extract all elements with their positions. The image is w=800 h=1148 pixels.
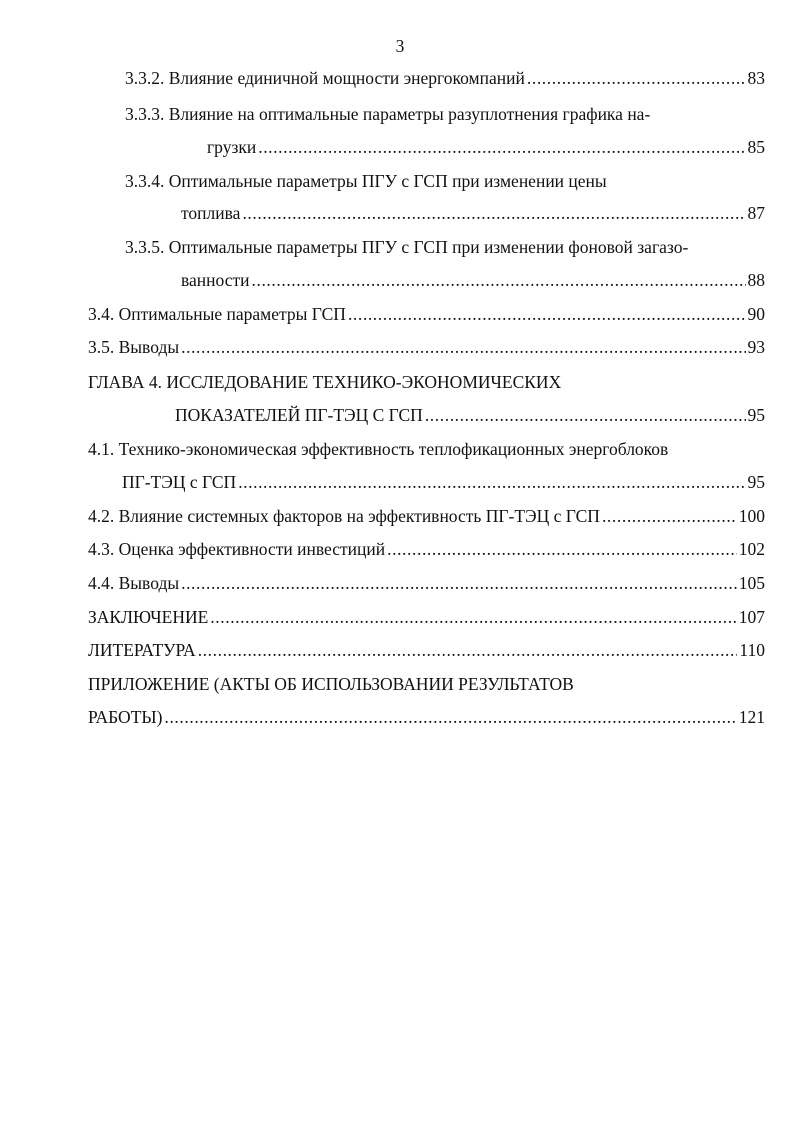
toc-entry-3-3-5[interactable]	[181, 270, 765, 290]
toc-entry-4-4[interactable]	[88, 573, 765, 593]
dot-leader	[258, 137, 745, 157]
toc-entry-page: 100	[738, 506, 765, 526]
toc-entry-3-3-3[interactable]	[207, 137, 765, 157]
toc-entry-title: 4.4. Выводы	[88, 573, 180, 593]
dot-leader	[348, 304, 746, 324]
toc-entry-page: 110	[739, 640, 765, 660]
toc-entry-title-cont: РАБОТЫ)	[88, 707, 163, 727]
toc-entry-page: 87	[747, 203, 765, 223]
toc-chapter-4-line1[interactable]: ГЛАВА 4. ИССЛЕДОВАНИЕ ТЕХНИКО-ЭКОНОМИЧЕСКИХ	[88, 372, 562, 392]
toc-conclusion[interactable]	[88, 607, 765, 627]
toc-entry-page: 105	[738, 573, 765, 593]
dot-leader	[527, 68, 746, 88]
toc-entry-4-3[interactable]	[88, 539, 765, 559]
dot-leader	[387, 539, 737, 559]
toc-entry-title-cont: ванности	[181, 270, 250, 290]
toc-entry-page: 102	[738, 539, 765, 559]
toc-entry-page: 95	[747, 405, 765, 425]
toc-entry-title-cont: грузки	[207, 137, 257, 157]
toc-entry-page: 90	[747, 304, 765, 324]
toc-entry-title-cont: ПОКАЗАТЕЛЕЙ ПГ-ТЭЦ С ГСП	[175, 405, 423, 425]
toc-entry-3-3-4-line1[interactable]: 3.3.4. Оптимальные параметры ПГУ с ГСП при изменении цены	[125, 171, 607, 191]
toc-appendix[interactable]	[88, 707, 765, 727]
toc-chapter-4[interactable]	[175, 405, 765, 425]
dot-leader	[181, 337, 745, 357]
toc-entry-title: ЗАКЛЮЧЕНИЕ	[88, 607, 209, 627]
toc-entry-title: 3.5. Выводы	[88, 337, 180, 357]
toc-entry-title: 3.4. Оптимальные параметры ГСП	[88, 304, 346, 324]
toc-entry-page: 88	[747, 270, 765, 290]
toc-entry-3-3-4[interactable]	[181, 203, 765, 223]
toc-entry-3-3-2[interactable]	[125, 68, 765, 88]
dot-leader	[602, 506, 737, 526]
toc-entry-4-1[interactable]	[122, 472, 765, 492]
toc-entry-page: 93	[747, 337, 765, 357]
toc-entry-page: 107	[738, 607, 765, 627]
toc-entry-title-cont: топлива	[181, 203, 241, 223]
toc-entry-title: 4.3. Оценка эффективности инвестиций	[88, 539, 386, 559]
dot-leader	[238, 472, 745, 492]
dot-leader	[425, 405, 746, 425]
toc-entry-page: 121	[738, 707, 765, 727]
page-number: 3	[395, 36, 405, 56]
toc-entry-title-cont: ПГ-ТЭЦ с ГСП	[122, 472, 237, 492]
dot-leader	[242, 203, 745, 223]
toc-entry-title: 4.2. Влияние системных факторов на эффективность ПГ-ТЭЦ с ГСП	[88, 506, 600, 526]
dot-leader	[210, 607, 736, 627]
toc-entry-3-3-3-line1[interactable]: 3.3.3. Влияние на оптимальные параметры разуплотнения графика на-	[125, 104, 651, 124]
toc-literature[interactable]	[88, 640, 765, 660]
toc-entry-page: 83	[747, 68, 765, 88]
toc-entry-title: 3.3.2. Влияние единичной мощности энергокомпаний	[125, 68, 525, 88]
toc-entry-title: ЛИТЕРАТУРА	[88, 640, 196, 660]
toc-entry-3-3-5-line1[interactable]: 3.3.5. Оптимальные параметры ПГУ с ГСП при изменении фоновой загазо-	[125, 237, 689, 257]
toc-entry-4-1-line1[interactable]: 4.1. Технико-экономическая эффективность теплофикационных энергоблоков	[88, 439, 669, 459]
dot-leader	[164, 707, 736, 727]
toc-entry-page: 95	[747, 472, 765, 492]
toc-entry-4-2[interactable]	[88, 506, 765, 526]
dot-leader	[181, 573, 737, 593]
dot-leader	[198, 640, 738, 660]
toc-entry-page: 85	[747, 137, 765, 157]
toc-appendix-line1[interactable]: ПРИЛОЖЕНИЕ (АКТЫ ОБ ИСПОЛЬЗОВАНИИ РЕЗУЛЬТАТОВ	[88, 674, 574, 694]
toc-entry-3-5[interactable]	[88, 337, 765, 357]
dot-leader	[252, 270, 746, 290]
toc-entry-3-4[interactable]	[88, 304, 765, 324]
